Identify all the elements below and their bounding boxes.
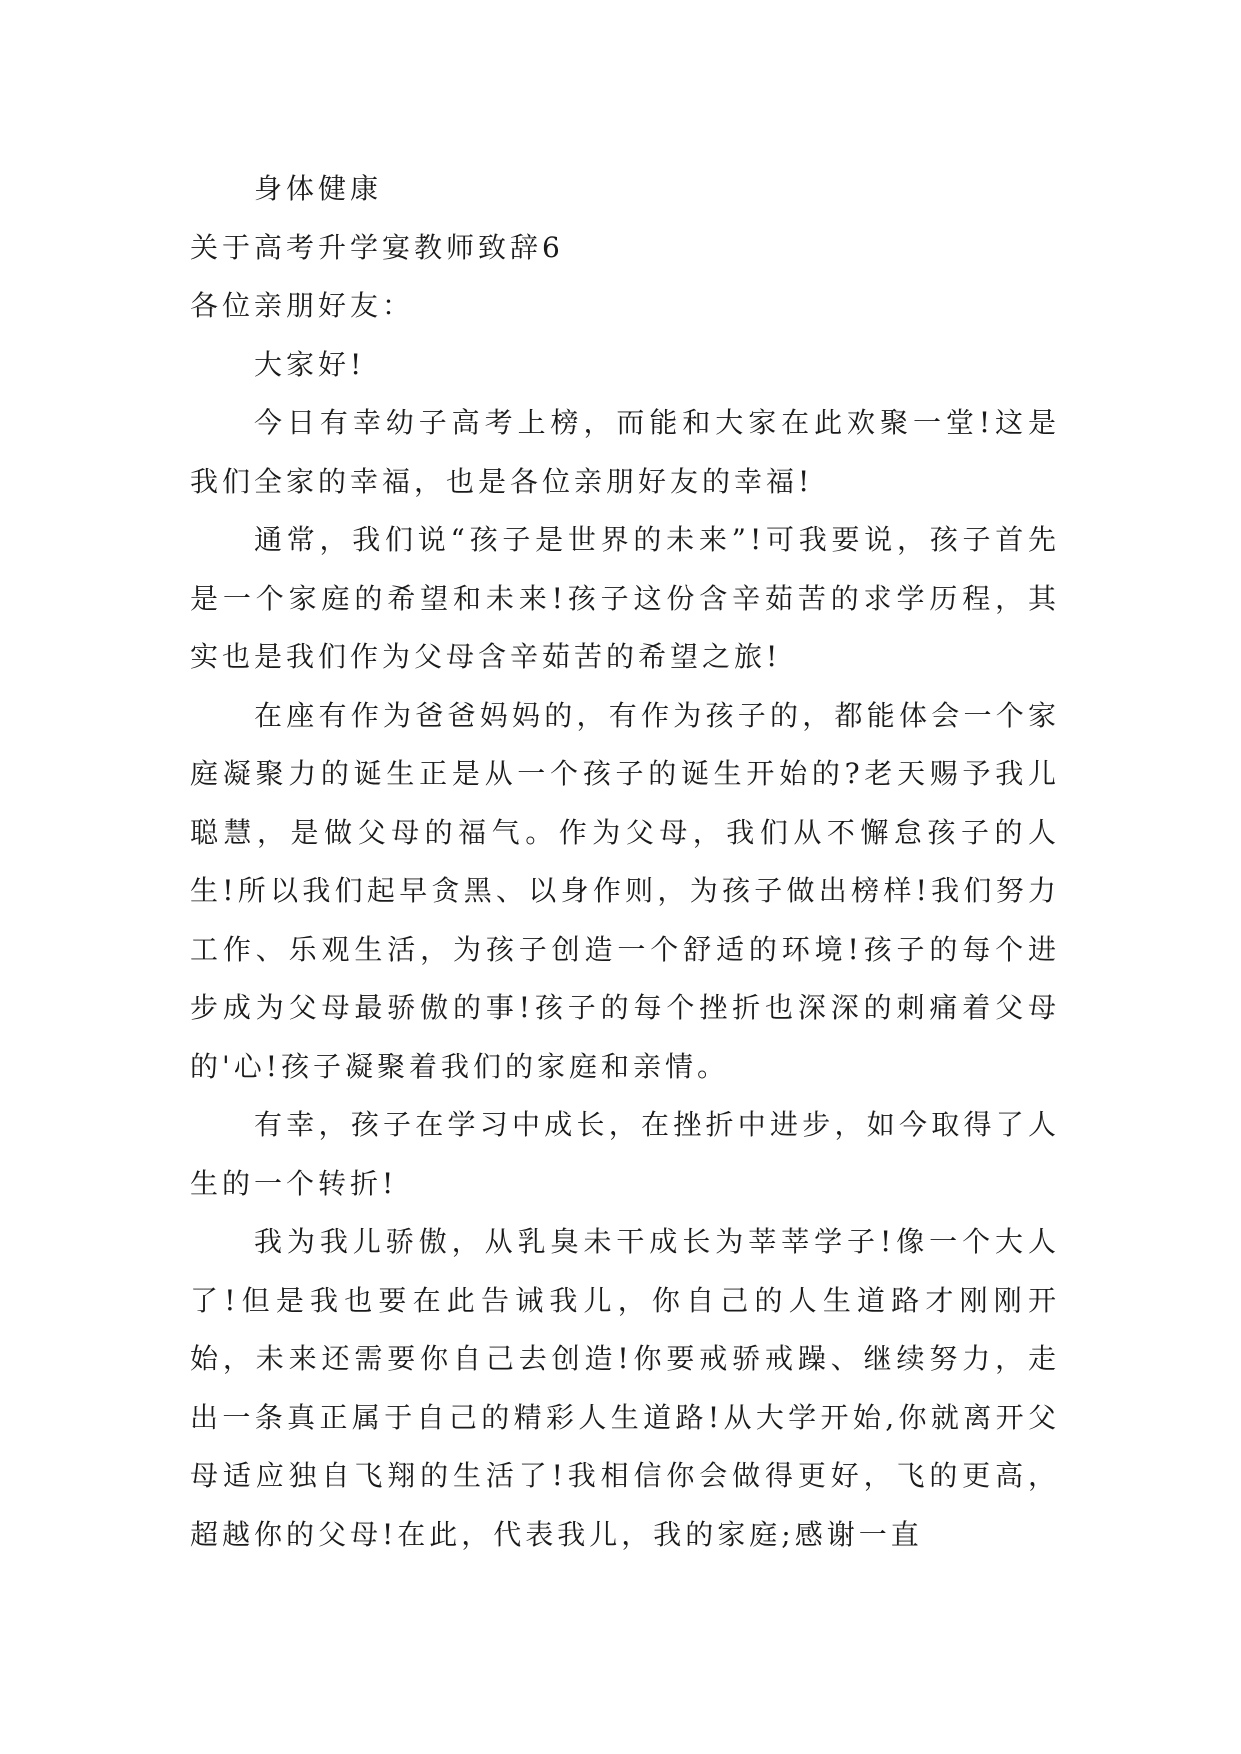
paragraph: 今日有幸幼子高考上榜，而能和大家在此欢聚一堂!这是我们全家的幸福，也是各位亲朋好友的幸福! [190, 406, 1060, 498]
paragraph: 有幸，孩子在学习中成长，在挫折中进步，如今取得了人生的一个转折! [190, 1108, 1060, 1200]
paragraph: 通常，我们说“孩子是世界的未来”!可我要说，孩子首先是一个家庭的希望和未来!孩子这份含辛茹苦的求学历程，其实也是我们作为父母含辛茹苦的希望之旅! [190, 523, 1060, 673]
paragraph: 我为我儿骄傲，从乳臭未干成长为莘莘学子!像一个大人了!但是我也要在此告诫我儿，你自己的人生道路才刚刚开始，未来还需要你自己去创造!你要戒骄戒躁、继续努力，走出一条真正属于自己的精彩人生道路!从大学开始,你就离开父母适应独自飞翔的生活了!我相信你会做得更好，飞的更高，超越你的父母!在此，代表我儿，我的家庭;感谢一直 [190, 1225, 1060, 1551]
paragraph: 在座有作为爸爸妈妈的，有作为孩子的，都能体会一个家庭凝聚力的诞生正是从一个孩子的诞生开始的?老天赐予我儿聪慧，是做父母的福气。作为父母，我们从不懈怠孩子的人生!所以我们起早贪黑、以身作则，为孩子做出榜样!我们努力工作、乐观生活，为孩子创造一个舒适的环境!孩子的每个进步成为父母最骄傲的事!孩子的每个挫折也深深的刺痛着父母的'心!孩子凝聚着我们的家庭和亲情。 [190, 698, 1060, 1083]
paragraph-closing-wish: 身体健康 [254, 172, 383, 205]
document-body [190, 160, 1060, 1564]
salutation: 各位亲朋好友： [190, 289, 415, 322]
section-title: 关于高考升学宴教师致辞6 [190, 230, 564, 264]
greeting: 大家好! [254, 347, 366, 381]
